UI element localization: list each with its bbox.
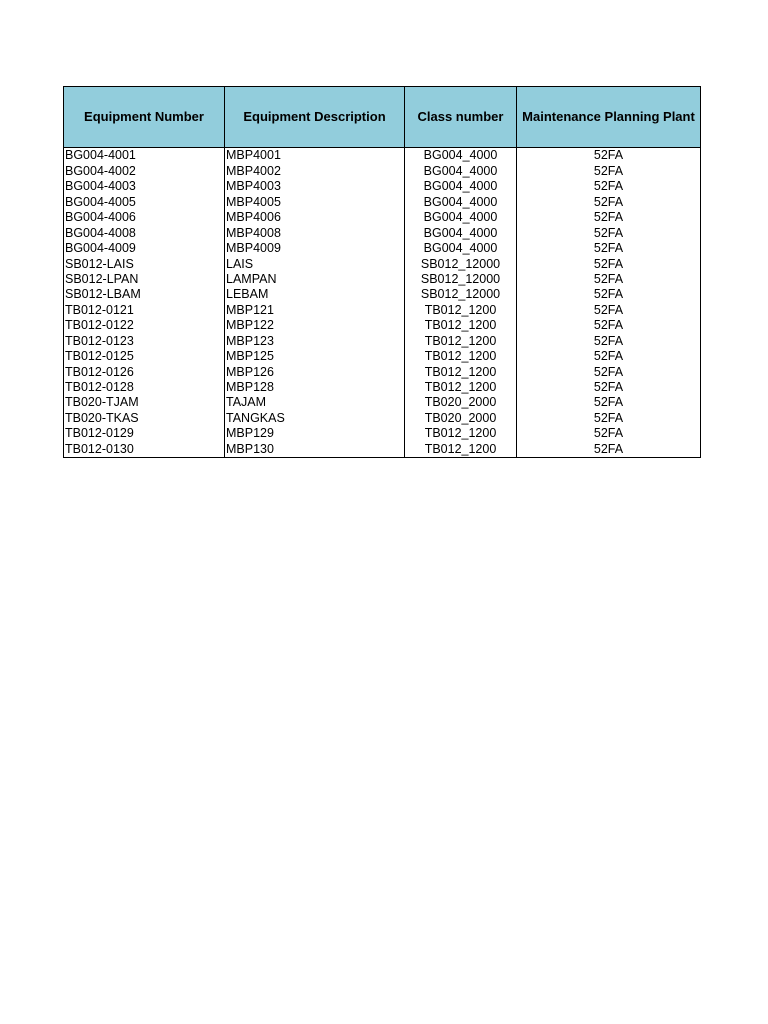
- table-row: [64, 333, 701, 348]
- table-row: [64, 441, 701, 457]
- cell-planning-plant: 52FA: [517, 179, 701, 194]
- cell-equipment-number: BG004-4002: [64, 163, 225, 178]
- cell-equipment-description: MBP128: [225, 380, 405, 395]
- cell-class-number: SB012_12000: [405, 256, 517, 271]
- table-row: [64, 395, 701, 410]
- cell-class-number: TB020_2000: [405, 395, 517, 410]
- cell-equipment-number: BG004-4001: [64, 148, 225, 164]
- cell-equipment-description: MBP121: [225, 302, 405, 317]
- table-row: [64, 256, 701, 271]
- cell-equipment-description: LAIS: [225, 256, 405, 271]
- cell-equipment-description: MBP4006: [225, 210, 405, 225]
- table-row: [64, 241, 701, 256]
- cell-planning-plant: 52FA: [517, 225, 701, 240]
- cell-planning-plant: 52FA: [517, 364, 701, 379]
- cell-equipment-number: BG004-4003: [64, 179, 225, 194]
- cell-class-number: TB012_1200: [405, 441, 517, 457]
- equipment-table: [63, 86, 701, 458]
- cell-class-number: BG004_4000: [405, 163, 517, 178]
- table-row: [64, 364, 701, 379]
- cell-equipment-description: MBP4005: [225, 194, 405, 209]
- table-row: [64, 225, 701, 240]
- table-row: [64, 318, 701, 333]
- cell-equipment-number: BG004-4009: [64, 241, 225, 256]
- cell-class-number: TB012_1200: [405, 302, 517, 317]
- cell-planning-plant: 52FA: [517, 349, 701, 364]
- cell-class-number: BG004_4000: [405, 179, 517, 194]
- table-row: [64, 410, 701, 425]
- table-row: [64, 349, 701, 364]
- header-class-number: Class number: [405, 87, 517, 148]
- header-row: [64, 87, 701, 148]
- header-equipment-description: Equipment Description: [225, 87, 405, 148]
- cell-equipment-number: BG004-4006: [64, 210, 225, 225]
- cell-equipment-description: LEBAM: [225, 287, 405, 302]
- header-maintenance-planning-plant: Maintenance Planning Plant: [517, 87, 701, 148]
- cell-equipment-description: MBP4003: [225, 179, 405, 194]
- cell-class-number: TB012_1200: [405, 318, 517, 333]
- table-header: [64, 87, 701, 148]
- cell-equipment-number: SB012-LAIS: [64, 256, 225, 271]
- cell-planning-plant: 52FA: [517, 148, 701, 164]
- cell-planning-plant: 52FA: [517, 426, 701, 441]
- cell-equipment-number: TB012-0128: [64, 380, 225, 395]
- cell-equipment-number: BG004-4008: [64, 225, 225, 240]
- header-equipment-number: Equipment Number: [64, 87, 225, 148]
- cell-equipment-description: MBP122: [225, 318, 405, 333]
- cell-class-number: SB012_12000: [405, 272, 517, 287]
- cell-planning-plant: 52FA: [517, 441, 701, 457]
- cell-equipment-description: MBP4002: [225, 163, 405, 178]
- cell-planning-plant: 52FA: [517, 272, 701, 287]
- cell-planning-plant: 52FA: [517, 410, 701, 425]
- cell-equipment-description: MBP4009: [225, 241, 405, 256]
- cell-equipment-number: TB020-TJAM: [64, 395, 225, 410]
- cell-equipment-description: MBP130: [225, 441, 405, 457]
- cell-class-number: BG004_4000: [405, 225, 517, 240]
- cell-class-number: TB020_2000: [405, 410, 517, 425]
- cell-class-number: TB012_1200: [405, 349, 517, 364]
- cell-class-number: BG004_4000: [405, 148, 517, 164]
- cell-planning-plant: 52FA: [517, 395, 701, 410]
- cell-equipment-number: TB012-0123: [64, 333, 225, 348]
- cell-class-number: SB012_12000: [405, 287, 517, 302]
- cell-equipment-number: TB012-0126: [64, 364, 225, 379]
- cell-class-number: BG004_4000: [405, 241, 517, 256]
- cell-class-number: TB012_1200: [405, 380, 517, 395]
- cell-class-number: TB012_1200: [405, 426, 517, 441]
- cell-equipment-description: MBP4001: [225, 148, 405, 164]
- table-row: [64, 302, 701, 317]
- cell-planning-plant: 52FA: [517, 380, 701, 395]
- cell-equipment-number: TB012-0121: [64, 302, 225, 317]
- cell-equipment-description: MBP125: [225, 349, 405, 364]
- cell-planning-plant: 52FA: [517, 302, 701, 317]
- cell-class-number: TB012_1200: [405, 333, 517, 348]
- cell-equipment-number: SB012-LBAM: [64, 287, 225, 302]
- cell-equipment-description: MBP4008: [225, 225, 405, 240]
- table-row: [64, 426, 701, 441]
- cell-equipment-description: MBP129: [225, 426, 405, 441]
- table-row: [64, 163, 701, 178]
- cell-class-number: BG004_4000: [405, 210, 517, 225]
- table-row: [64, 272, 701, 287]
- table-row: [64, 194, 701, 209]
- cell-planning-plant: 52FA: [517, 256, 701, 271]
- cell-equipment-number: TB012-0129: [64, 426, 225, 441]
- cell-equipment-description: MBP123: [225, 333, 405, 348]
- cell-equipment-number: SB012-LPAN: [64, 272, 225, 287]
- cell-planning-plant: 52FA: [517, 318, 701, 333]
- table-row: [64, 148, 701, 164]
- cell-planning-plant: 52FA: [517, 333, 701, 348]
- cell-class-number: BG004_4000: [405, 194, 517, 209]
- table-row: [64, 179, 701, 194]
- cell-equipment-number: TB020-TKAS: [64, 410, 225, 425]
- cell-planning-plant: 52FA: [517, 241, 701, 256]
- table-row: [64, 287, 701, 302]
- cell-planning-plant: 52FA: [517, 163, 701, 178]
- cell-class-number: TB012_1200: [405, 364, 517, 379]
- cell-planning-plant: 52FA: [517, 210, 701, 225]
- cell-equipment-description: TAJAM: [225, 395, 405, 410]
- table-row: [64, 380, 701, 395]
- cell-equipment-description: MBP126: [225, 364, 405, 379]
- cell-equipment-number: BG004-4005: [64, 194, 225, 209]
- cell-equipment-description: LAMPAN: [225, 272, 405, 287]
- cell-equipment-number: TB012-0122: [64, 318, 225, 333]
- cell-planning-plant: 52FA: [517, 287, 701, 302]
- cell-equipment-description: TANGKAS: [225, 410, 405, 425]
- cell-equipment-number: TB012-0130: [64, 441, 225, 457]
- cell-equipment-number: TB012-0125: [64, 349, 225, 364]
- table-body: [64, 148, 701, 458]
- table-row: [64, 210, 701, 225]
- cell-planning-plant: 52FA: [517, 194, 701, 209]
